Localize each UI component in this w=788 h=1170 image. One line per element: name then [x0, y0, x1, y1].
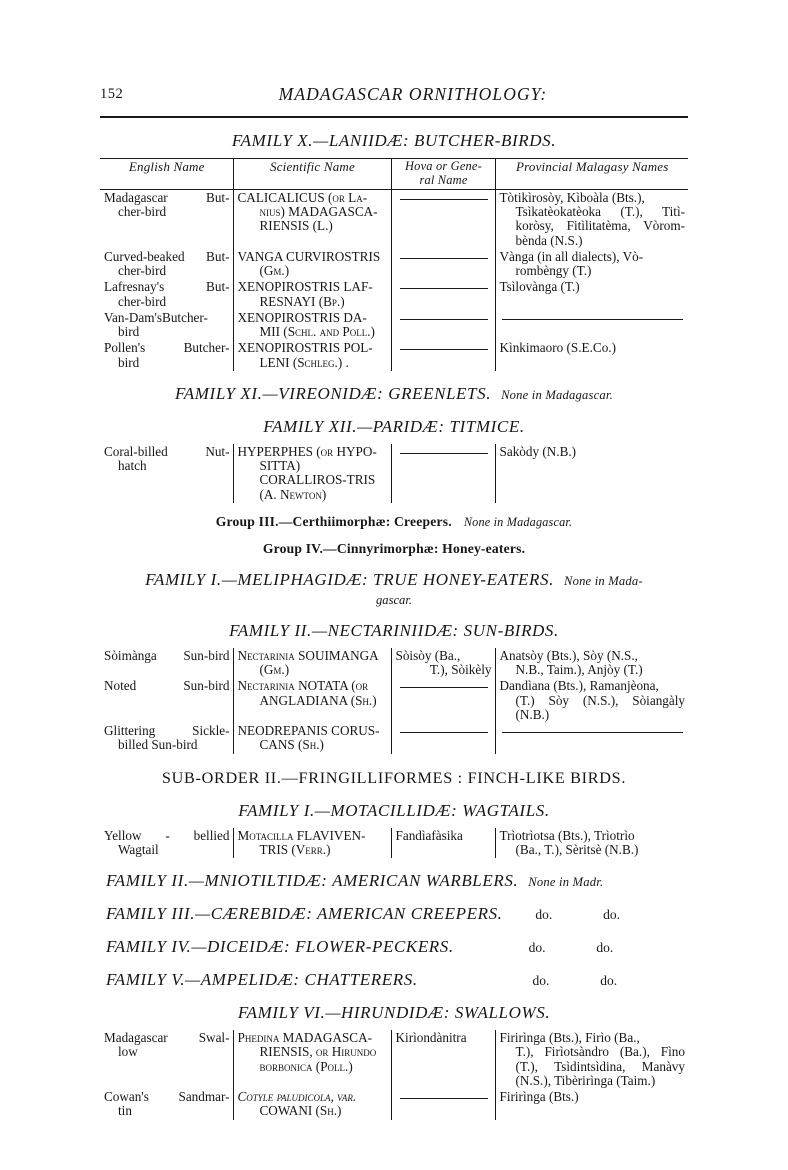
family-ditto-1: do. [535, 907, 553, 923]
family-note: None in Madagascar. [501, 387, 613, 402]
table-header-row [100, 159, 688, 190]
family-note: None in Mada- [563, 573, 643, 588]
col-header-english: English Name [128, 159, 205, 174]
cell-scientific: NEODREPANIS CORUS- CANS (Sh.) [233, 723, 391, 754]
em-dash-rule [400, 199, 488, 200]
em-dash-rule [400, 349, 488, 350]
family-ditto-2: do. [603, 907, 620, 923]
cell-scientific: HYPERPHES (or HYPO- SITTA) CORALLIROS-TRIS (A. Newton) [233, 444, 391, 503]
cell-provincial: Dandìana (Bts.), Ramanjèona, (T.) Sòy (N.S.), Sòiangàly (N.B.) [495, 678, 688, 723]
group-heading-text: Group IV.—Cinnyrimorphæ: Honey-eaters. [262, 540, 526, 556]
family-heading-text: FAMILY VI.—HIRUNDIDÆ: SWALLOWS. [237, 1003, 551, 1023]
cell-hova: Sòisòy (Ba., T.), Sòikèly [391, 648, 495, 679]
col-header-hova-line1: Hova or Gene- [405, 159, 482, 173]
cell-scientific: CALICALICUS (or La- nius) MADAGASCA-RIENSIS (L.) [233, 189, 391, 249]
table-nectariniidae [100, 648, 688, 754]
cell-provincial: Vànga (in all dialects), Vò- rombèngy (T.) [495, 249, 688, 280]
table-row [100, 828, 688, 859]
group-heading-3 [100, 514, 688, 530]
cell-english: Glittering Sickle- billed Sun-bird [104, 723, 230, 753]
family-heading-meliphagidae [100, 570, 688, 590]
cell-english: Coral-billed Nut- hatch [104, 443, 230, 474]
family-heading-caerebidae [100, 904, 688, 924]
em-dash-rule [400, 687, 488, 688]
family-heading-text: FAMILY I.—MELIPHAGIDÆ: TRUE HONEY-EATERS. [145, 569, 554, 589]
table-row [100, 310, 688, 341]
family-note-continuation: gascar. [375, 592, 413, 607]
running-title: MADAGASCAR ORNITHOLOGY: [278, 84, 548, 104]
family-heading-hirundidae [100, 1003, 688, 1023]
family-heading-text: FAMILY XII.—PARIDÆ: TITMICE. [263, 416, 525, 436]
family-ditto-1: do. [528, 940, 546, 956]
cell-provincial: Tsìlovànga (T.) [495, 279, 688, 310]
table-row [100, 444, 688, 503]
family-heading-text: FAMILY II.—MNIOTILTIDÆ: AMERICAN WARBLERS. [106, 871, 519, 891]
cell-hova: Fandìafàsika [391, 828, 495, 859]
table-row [100, 340, 688, 371]
family-heading-text: FAMILY V.—AMPELIDÆ: CHATTERERS. [106, 970, 418, 990]
table-row [100, 1089, 688, 1120]
cell-hova [391, 723, 495, 754]
cell-english: Cowan's Sandmar- tin [104, 1089, 230, 1119]
table-row [100, 648, 688, 679]
em-dash-rule [400, 732, 488, 733]
em-dash-rule [400, 288, 488, 289]
cell-scientific: Nectarinia SOUIMANGA (Gm.) [233, 648, 391, 679]
cell-provincial: Kìnkimaoro (S.E.Co.) [495, 340, 688, 371]
cell-scientific: Cotyle paludicola, var. COWANI (Sh.) [233, 1089, 391, 1120]
table-laniidae [100, 158, 688, 371]
cell-hova [391, 444, 495, 503]
table-row [100, 723, 688, 754]
em-dash-rule [502, 319, 684, 320]
group-note: None in Madagascar. [463, 514, 573, 529]
col-header-scientific: Scientific Name [233, 159, 391, 190]
sub-order-heading: SUB-ORDER II.—FRINGILLIFORMES : FINCH-LIKE BIRDS. [161, 768, 627, 787]
cell-english: Curved-beaked But- cher-bird [104, 248, 230, 279]
cell-english: Yellow - bellied Wagtail [104, 827, 230, 857]
family-heading-text: FAMILY III.—CÆREBIDÆ: AMERICAN CREEPERS. [106, 904, 503, 924]
cell-english: Pollen's Butcher- bird [104, 340, 230, 370]
cell-hova [391, 189, 495, 249]
cell-provincial: Trìotrìotsa (Bts.), Trìotrìo (Ba., T.), Sèritsè (N.B.) [495, 828, 688, 859]
family-ditto-2: do. [596, 940, 614, 956]
col-header-hova-line2: ral Name [419, 172, 468, 187]
cell-english: Van-Dam'sButcher- bird [104, 309, 208, 340]
family-ditto-1: do. [532, 973, 550, 989]
cell-scientific: XENOPIROSTRIS LAF- RESNAYI (Bp.) [233, 279, 391, 310]
cell-scientific: Motacilla FLAVIVEN- TRIS (Verr.) [233, 828, 391, 859]
table-paridae [100, 444, 688, 503]
cell-hova [391, 678, 495, 723]
page-number: 152 [100, 86, 124, 102]
family-heading-diceidae [100, 937, 688, 957]
table-row [100, 249, 688, 280]
cell-hova [391, 249, 495, 280]
col-header-hova [391, 159, 495, 190]
group-heading-4 [100, 541, 688, 557]
cell-hova [391, 1089, 495, 1120]
cell-provincial: Firirìnga (Bts.), Firìo (Ba., T.), Firìotsàndro (Ba.), Fìno (T.), Tsìdintsìdina, Manàvy (N.S.), Tibèrirìnga (Taim.) [495, 1030, 688, 1089]
family-heading-text: FAMILY X.—LANIIDÆ: BUTCHER-BIRDS. [231, 131, 557, 150]
table-row [100, 1030, 688, 1089]
family-heading-laniidae [100, 131, 688, 151]
family-heading-paridae [100, 417, 688, 437]
table-row [100, 279, 688, 310]
cell-hova [391, 340, 495, 371]
cell-scientific: XENOPIROSTRIS DA- MII (Schl. and Poll.) [233, 310, 391, 341]
cell-english: Madagascar But- cher-bird [104, 189, 230, 220]
family-heading-text: FAMILY IV.—DICEIDÆ: FLOWER-PECKERS. [106, 937, 454, 957]
cell-scientific: Phedina MADAGASCA- RIENSIS, or Hirundo borbonica (Poll.) [233, 1030, 391, 1089]
table-hirundidae [100, 1030, 688, 1120]
family-heading-text: FAMILY I.—MOTACILLIDÆ: WAGTAILS. [238, 800, 550, 820]
cell-provincial: Tòtikìrosòy, Kìboàla (Bts.), Tsìkatèokatèoka (T.), Titì-koròsy, Fitìlitatèma, Vòrom-bènda (N.S.) [495, 189, 688, 249]
cell-scientific: Nectarinia NOTATA (or ANGLADIANA (Sh.) [233, 678, 391, 723]
family-heading-mniotiltidae [100, 871, 688, 891]
em-dash-rule [400, 258, 488, 259]
cell-provincial [495, 310, 688, 341]
page-content [100, 84, 688, 1120]
table-row [100, 678, 688, 723]
header-rule [100, 116, 688, 118]
table-row [100, 189, 688, 249]
family-heading-text: FAMILY II.—NECTARINIIDÆ: SUN-BIRDS. [229, 620, 559, 640]
em-dash-rule [400, 319, 488, 320]
family-heading-ampelidae [100, 970, 688, 990]
cell-english: Noted Sun-bird [104, 678, 230, 694]
family-note: None in Madr. [528, 875, 604, 890]
running-head [100, 84, 688, 110]
em-dash-rule [400, 1098, 488, 1099]
cell-english: Lafresnay's But- cher-bird [104, 279, 230, 309]
cell-scientific: XENOPIROSTRIS POL- LENI (Schleg.) . [233, 340, 391, 371]
family-heading-nectariniidae [100, 621, 688, 641]
em-dash-rule [502, 732, 684, 733]
cell-provincial: Sakòdy (N.B.) [495, 444, 688, 503]
col-header-provincial: Provincial Malagasy Names [495, 159, 688, 190]
cell-hova: Kirìondànitra [391, 1030, 495, 1089]
em-dash-rule [400, 453, 488, 454]
cell-scientific: VANGA CURVIROSTRIS (Gm.) [233, 249, 391, 280]
cell-hova [391, 310, 495, 341]
family-ditto-2: do. [600, 973, 618, 989]
group-heading-text: Group III.—Certhiimorphæ: Creepers. [215, 513, 452, 529]
table-motacillidae [100, 828, 688, 859]
family-heading-motacillidae [100, 801, 688, 821]
cell-english: Sòimànga Sun-bird [104, 647, 230, 663]
cell-provincial: Firirìnga (Bts.) [495, 1089, 688, 1120]
family-heading-text: FAMILY XI.—VIREONIDÆ: GREENLETS. [175, 383, 492, 403]
family-heading-vireonidae [100, 384, 688, 404]
cell-english: Madagascar Swal- low [104, 1030, 230, 1060]
cell-provincial: Anatsòy (Bts.), Sòy (N.S., N.B., Taim.), Anjòy (T.) [495, 648, 688, 679]
cell-provincial [495, 723, 688, 754]
cell-hova [391, 279, 495, 310]
